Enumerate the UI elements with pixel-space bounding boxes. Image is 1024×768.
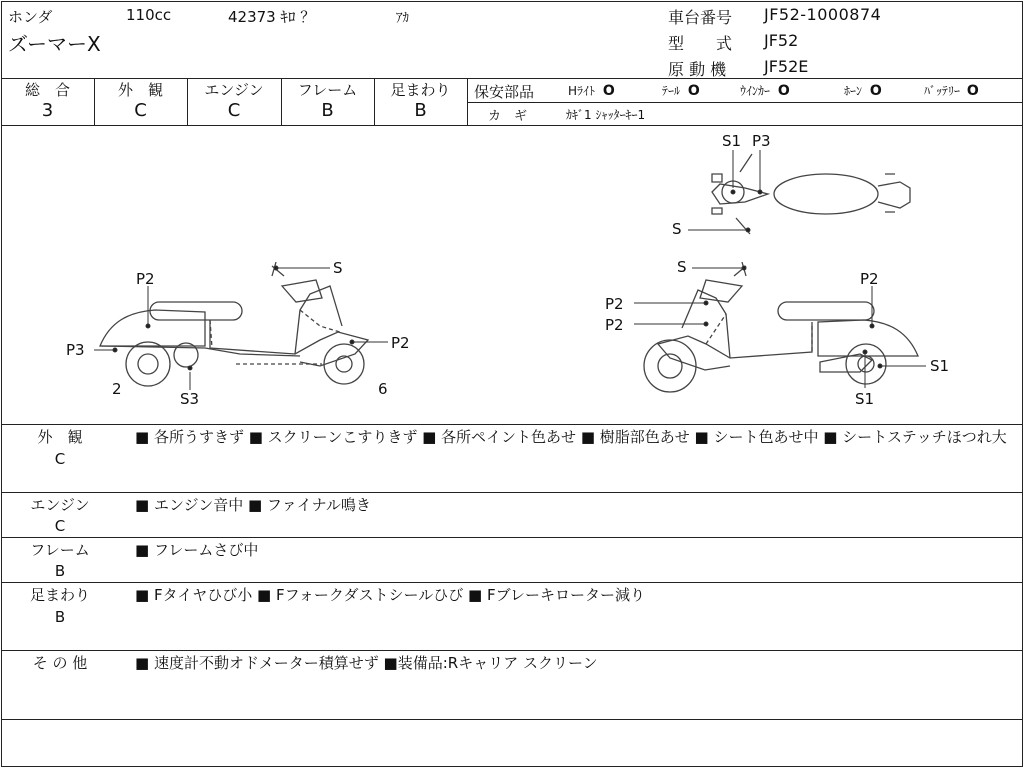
label-p2: P2	[605, 316, 624, 334]
displacement: 110cc	[126, 6, 172, 24]
condition-exterior	[1, 426, 1023, 492]
condition-grade: C	[54, 517, 66, 535]
grade-value: C	[227, 100, 241, 121]
label-s: S	[672, 220, 682, 238]
grade-label: 外 観	[117, 81, 163, 99]
condition-label: エンジン	[30, 496, 90, 514]
safety-winker	[740, 82, 790, 99]
condition-text: ■ 各所うすきず ■ スクリーンこすりきず ■ 各所ペイント色あせ ■ 樹脂部色あせ ■ シート色あせ中 ■ シートステッチほつれ大	[135, 428, 1007, 446]
safety-item-label: ﾎｰﾝ	[844, 84, 863, 98]
condition-label: 足まわり	[29, 586, 90, 604]
condition-text: ■ 速度計不動オドメーター積算せず ■装備品:Rキャリア スクリーン	[135, 654, 598, 672]
grade-frame	[281, 80, 374, 122]
label-p2: P2	[136, 270, 155, 288]
safety-mark: O	[966, 83, 979, 99]
label-s: S	[333, 259, 343, 277]
grade-engine	[187, 80, 281, 122]
condition-grade: B	[54, 562, 66, 580]
safety-mark: O	[687, 83, 700, 99]
condition-text: ■ Fタイヤひび小 ■ Fフォークダストシールひび ■ Fブレーキローター減り	[135, 586, 645, 604]
safety-item-label: ｳｲﾝｶｰ	[740, 84, 771, 98]
mileage: 42373 ｷﾛ ？	[228, 8, 316, 26]
key-value: ｶｷﾞ1 ｼｬｯﾀｰｷｰ1	[566, 108, 646, 122]
label-s: S	[677, 258, 687, 276]
divider	[1, 424, 1023, 425]
grade-label: 足まわり	[390, 81, 451, 99]
condition-label: 外 観	[37, 428, 83, 446]
safety-mark: O	[602, 83, 615, 99]
type-value: JF52	[764, 31, 799, 50]
safety-horn	[844, 82, 882, 99]
condition-other	[1, 652, 1023, 718]
frame-no: JF52-1000874	[764, 5, 882, 24]
engine-value: JF52E	[764, 57, 809, 76]
model-name: ズーマーX	[8, 32, 101, 56]
label-p2: P2	[605, 295, 624, 313]
safety-headlight	[568, 82, 615, 99]
divider	[1, 492, 1023, 493]
label-p3: P3	[66, 341, 85, 359]
grade-value: C	[134, 100, 147, 121]
grade-value: B	[321, 100, 334, 121]
color: ｱｶ	[396, 11, 409, 26]
grade-label: フレーム	[297, 81, 358, 99]
grade-suspension	[374, 80, 467, 122]
condition-text: ■ エンジン音中 ■ ファイナル鳴き	[135, 496, 371, 514]
grade-label: 総 合	[24, 81, 70, 99]
label-p2: P2	[860, 270, 879, 288]
safety-battery	[924, 82, 979, 99]
divider	[1, 537, 1023, 538]
safety-item-label: Hﾗｲﾄ	[568, 84, 596, 98]
condition-grade: C	[54, 450, 66, 468]
label-s1: S1	[855, 390, 875, 408]
safety-item-label: ﾊﾞｯﾃﾘｰ	[924, 84, 961, 98]
type-label: 型 式	[668, 34, 733, 53]
safety-tail	[662, 82, 700, 99]
divider	[1, 719, 1023, 720]
condition-grade: B	[54, 608, 66, 626]
label-p2: P2	[391, 334, 410, 352]
grade-overall	[1, 80, 94, 122]
divider	[467, 78, 468, 125]
condition-label: フレーム	[30, 541, 90, 559]
safety-item-label: ﾃｰﾙ	[662, 84, 681, 98]
condition-engine	[1, 494, 1023, 537]
label-p3: P3	[752, 132, 771, 150]
label-s1: S1	[930, 357, 950, 375]
grade-label: エンジン	[204, 81, 264, 99]
grade-exterior	[94, 80, 187, 122]
label-s1: S1	[722, 132, 742, 150]
scooter-top-view	[712, 154, 910, 234]
safety-title: 保安部品	[474, 83, 535, 101]
label-6: 6	[378, 380, 388, 398]
maker: ホンダ	[8, 8, 53, 26]
grade-value: 3	[41, 100, 54, 121]
label-2: 2	[112, 380, 122, 398]
key-label: カ ギ	[488, 109, 528, 124]
condition-label: そ の 他	[32, 654, 88, 672]
label-s3: S3	[180, 390, 200, 408]
divider	[468, 102, 1023, 103]
divider	[1, 650, 1023, 651]
grade-value: B	[414, 100, 427, 121]
safety-mark: O	[869, 83, 882, 99]
damage-diagram	[0, 126, 1024, 424]
condition-suspension	[1, 584, 1023, 650]
divider	[1, 582, 1023, 583]
safety-mark: O	[777, 83, 790, 99]
condition-text: ■ フレームさび中	[135, 541, 259, 559]
frame-no-label: 車台番号	[668, 8, 733, 27]
condition-frame	[1, 539, 1023, 582]
divider	[1, 78, 1023, 79]
engine-label: 原 動 機	[668, 60, 727, 79]
